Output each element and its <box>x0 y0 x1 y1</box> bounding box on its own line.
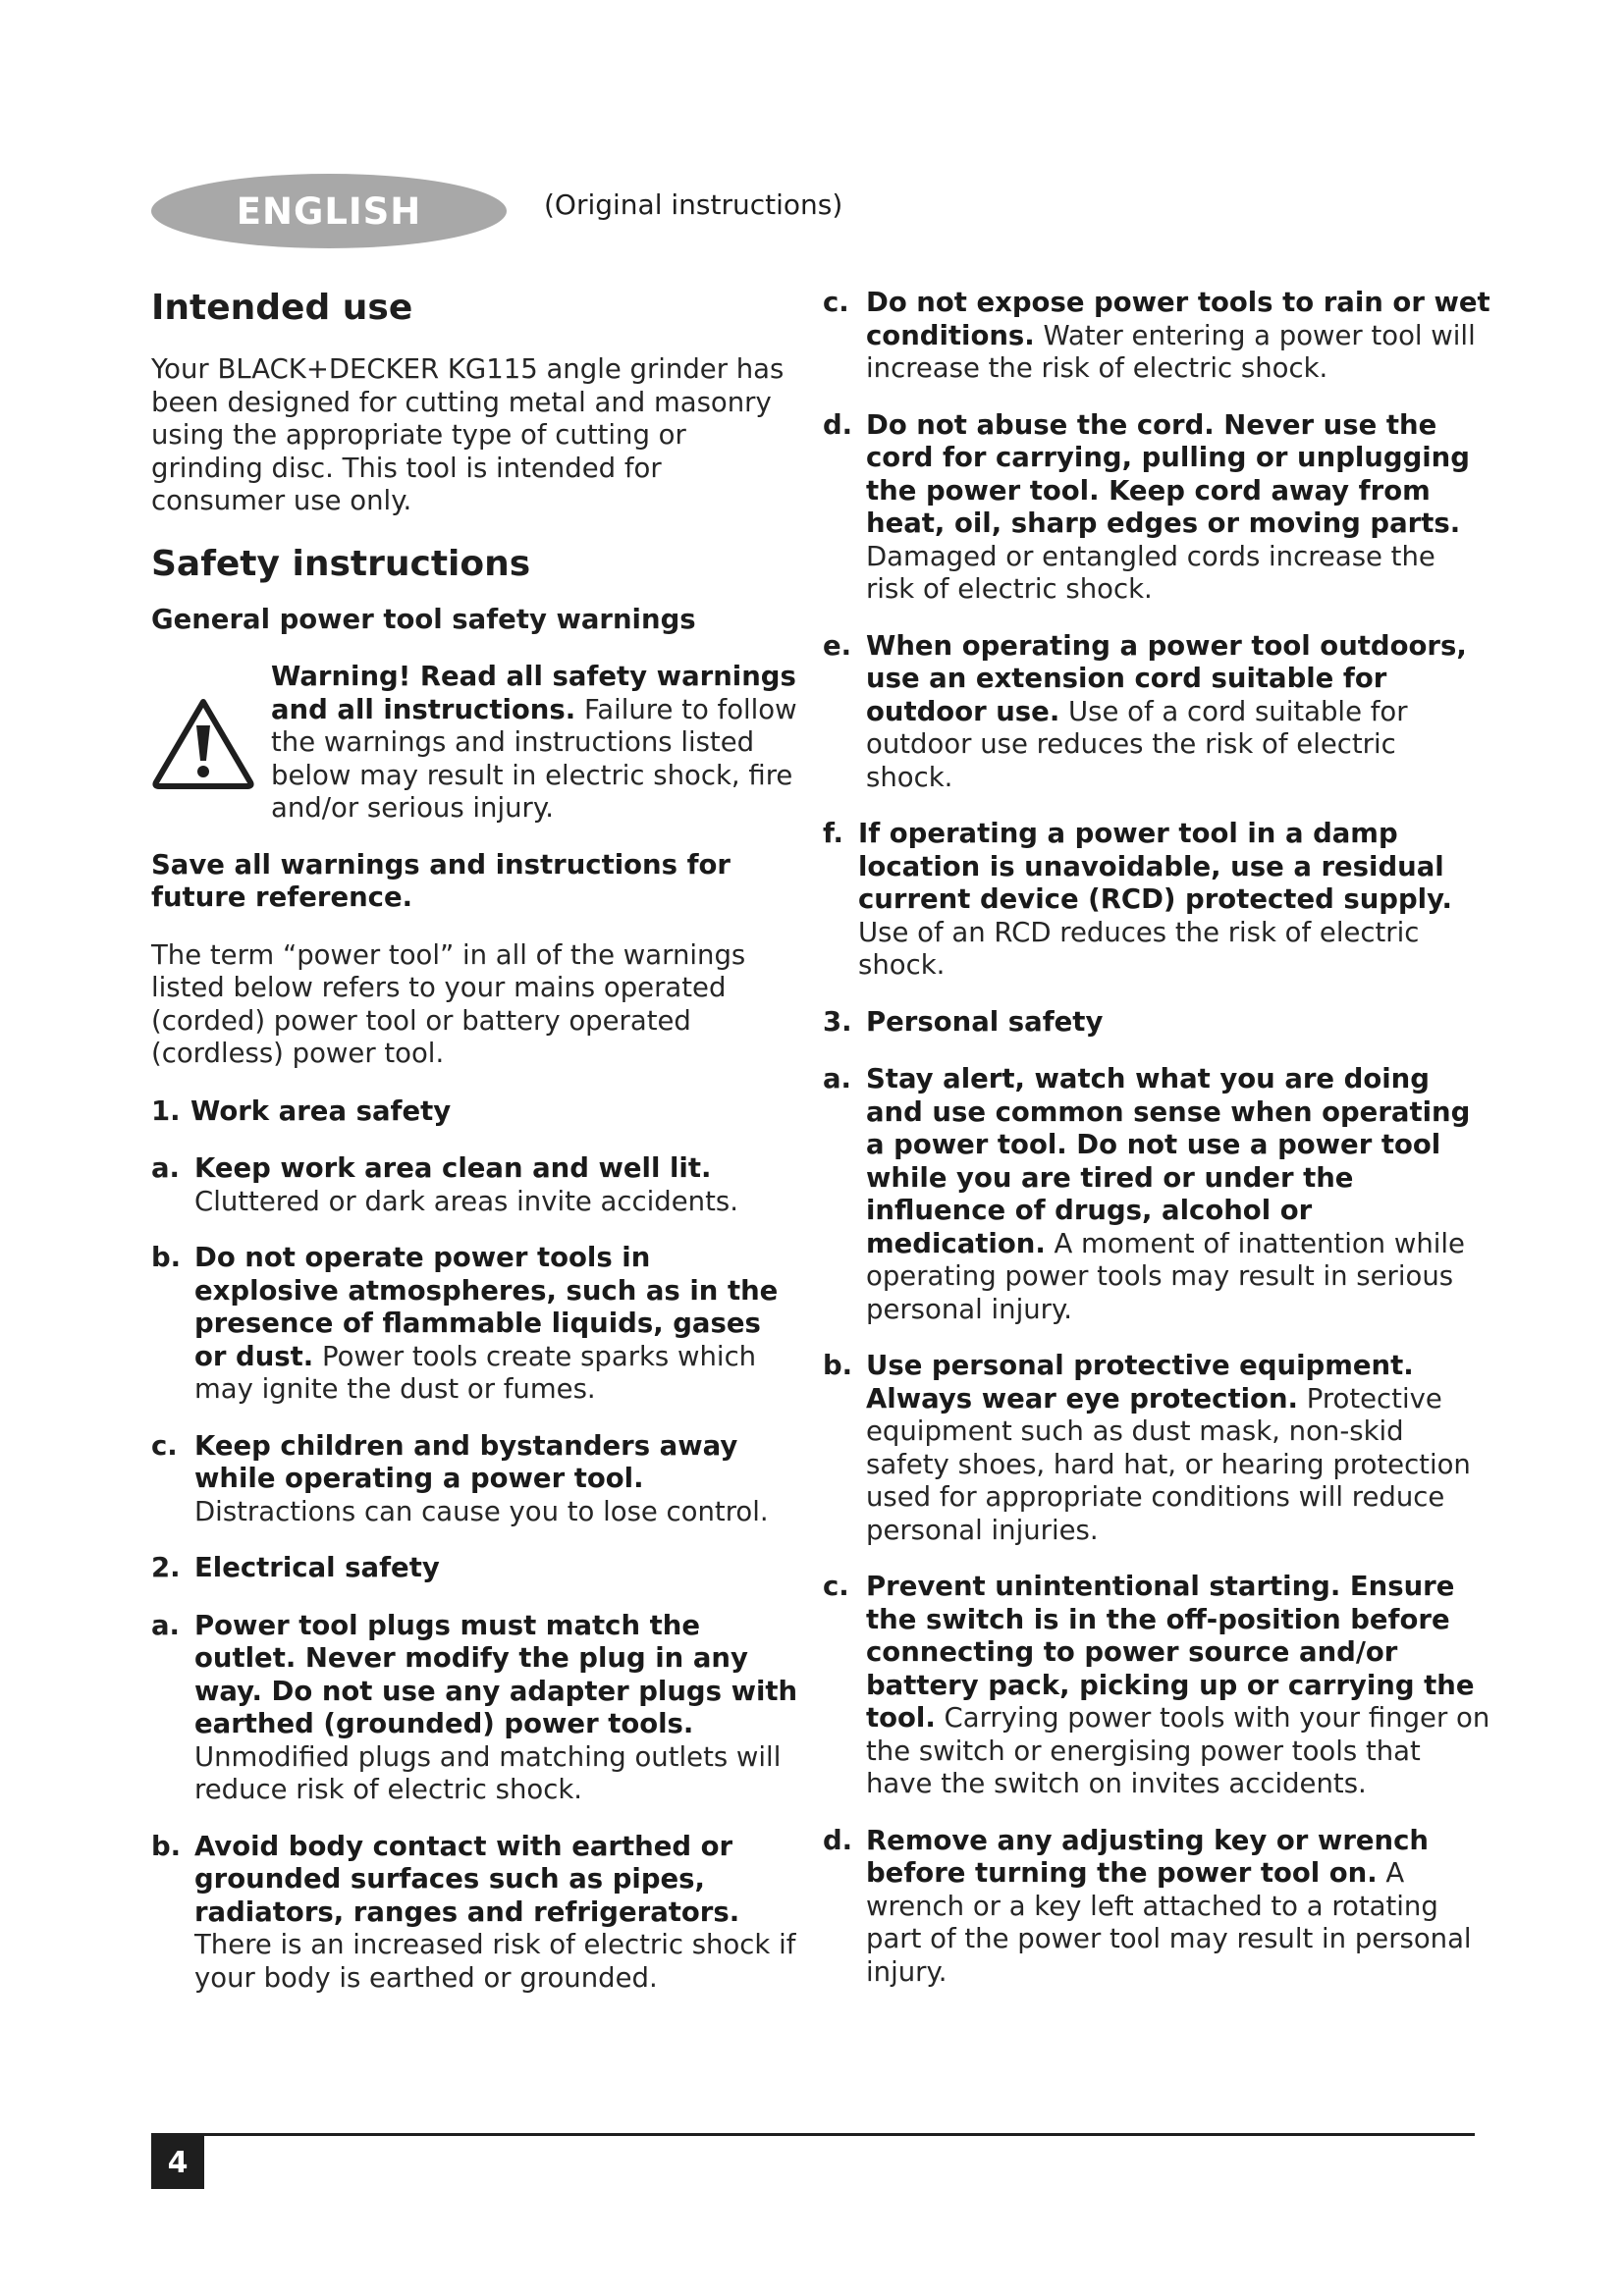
item-bold: Keep children and bystanders away while operating a power tool. <box>194 1429 738 1494</box>
item-bold: Keep work area clean and well lit. <box>194 1152 712 1184</box>
list-item <box>823 1571 1490 1801</box>
language-label: ENGLISH <box>236 189 422 233</box>
item-label: a. <box>823 1063 852 1095</box>
item-text: Use of an RCD reduces the risk of electric shock. <box>858 916 1420 981</box>
list-item <box>823 1350 1490 1547</box>
item-bold: Power tool plugs must match the outlet. Never modify the plug in any way. Do not use any adapter plugs with earthed (grounded) power tools. <box>194 1609 798 1739</box>
page-number-text: 4 <box>167 2145 189 2180</box>
section-3-heading <box>823 1006 1490 1040</box>
section-2-num: 2. <box>151 1552 181 1583</box>
item-text: Carrying power tools with your finger on the switch or energising power tools that have the switch on invites accidents. <box>866 1702 1490 1799</box>
item-label: b. <box>151 1242 182 1273</box>
footer-rule <box>151 2133 1475 2136</box>
intended-use-text: Your BLACK+DECKER KG115 angle grinder has been designed for cutting metal and masonry using the appropriate type of cutting or grinding disc. This tool is intended for consumer use only. <box>151 353 785 516</box>
list-item <box>151 1430 799 1529</box>
item-label: d. <box>823 1824 853 1856</box>
section-2-heading <box>151 1552 799 1585</box>
item-label: a. <box>151 1152 181 1184</box>
item-bold: Use personal protective equipment. Always wear eye protection. <box>866 1350 1414 1415</box>
section-1-num: 1. <box>151 1095 181 1127</box>
item-label: b. <box>823 1350 853 1381</box>
original-instructions-note: (Original instructions) <box>544 188 843 221</box>
power-tool-term: The term “power tool” in all of the warnings listed below refers to your mains operated (corded) power tool or battery operated (cordless) power tool. <box>151 938 746 1069</box>
list-item <box>151 1152 799 1218</box>
warning-detail: Failure to follow the warnings and instructions listed below may result in electric shock, fire and/or serious injury. <box>271 693 797 824</box>
right-column <box>823 287 1490 2012</box>
item-text: Cluttered or dark areas invite accidents. <box>194 1185 738 1217</box>
item-label: e. <box>823 629 852 662</box>
item-bold: Do not expose power tools to rain or wet conditions. <box>866 287 1490 351</box>
item-bold: Stay alert, watch what you are doing and use common sense when operating a power tool. Do not use a power tool while you are tired or under the influence of drugs, alcohol or medication. <box>866 1063 1471 1259</box>
list-item <box>823 818 1490 983</box>
item-bold: Avoid body contact with earthed or grounded surfaces such as pipes, radiators, ranges and refrigerators. <box>194 1830 740 1928</box>
section-1-title: Work area safety <box>190 1095 452 1127</box>
item-label: c. <box>823 1571 849 1602</box>
language-badge <box>151 174 507 248</box>
list-item <box>823 1063 1490 1326</box>
item-text: A moment of inattention while operating power tools may result in serious personal injury. <box>866 1227 1465 1325</box>
item-label: f. <box>823 818 843 849</box>
list-item <box>823 630 1490 795</box>
safety-instructions-title: Safety instructions <box>151 543 531 584</box>
item-bold: Do not operate power tools in explosive atmospheres, such as in the presence of flammable liquids, gases or dust. <box>194 1242 779 1372</box>
warning-block <box>151 661 799 826</box>
item-label: d. <box>823 408 853 441</box>
item-text: A wrench or a key left attached to a rotating part of the power tool may result in personal injury. <box>866 1857 1472 1988</box>
list-item <box>151 1831 799 1996</box>
left-column <box>151 287 799 2018</box>
item-text: Use of a cord suitable for outdoor use reduces the risk of electric shock. <box>866 695 1408 793</box>
list-item <box>823 1825 1490 1990</box>
item-text: Unmodified plugs and matching outlets will reduce risk of electric shock. <box>194 1740 782 1805</box>
list-item <box>151 1242 799 1407</box>
item-text: Distractions can cause you to lose control. <box>194 1495 769 1527</box>
item-label: a. <box>151 1609 181 1641</box>
section-3-num: 3. <box>823 1005 852 1038</box>
item-text: There is an increased risk of electric shock if your body is earthed or grounded. <box>194 1929 796 1994</box>
item-text: Power tools create sparks which may ignite the dust or fumes. <box>194 1340 757 1405</box>
save-instructions: Save all warnings and instructions for future reference. <box>151 848 731 913</box>
list-item <box>823 409 1490 607</box>
item-bold: When operating a power tool outdoors, use an extension cord suitable for outdoor use. <box>866 629 1467 727</box>
item-label: c. <box>823 287 849 318</box>
item-label: b. <box>151 1830 182 1862</box>
warning-bold: Warning! Read all safety warnings and all instructions. <box>271 661 796 725</box>
general-warnings-heading: General power tool safety warnings <box>151 603 696 635</box>
warning-text <box>271 661 799 826</box>
item-label: c. <box>151 1429 178 1462</box>
page-number <box>151 2136 204 2189</box>
item-text: Protective equipment such as dust mask, non-skid safety shoes, hard hat, or hearing protection used for appropriate conditions will reduce personal injuries. <box>866 1382 1471 1546</box>
section-3-title: Personal safety <box>866 1005 1104 1038</box>
item-text: Water entering a power tool will increase the risk of electric shock. <box>866 319 1476 384</box>
list-item <box>151 1610 799 1807</box>
list-item <box>823 287 1490 386</box>
item-text: Damaged or entangled cords increase the risk of electric shock. <box>866 540 1435 605</box>
intended-use-title: Intended use <box>151 288 413 328</box>
section-1-heading <box>151 1095 799 1129</box>
item-bold: Remove any adjusting key or wrench before turning the power tool on. <box>866 1824 1429 1889</box>
section-2-title: Electrical safety <box>194 1552 440 1583</box>
item-bold: Do not abuse the cord. Never use the cord for carrying, pulling or unplugging the power tool. Keep cord away from heat, oil, sharp edges or moving parts. <box>866 408 1470 539</box>
item-bold: Prevent unintentional starting. Ensure the switch is in the off-position before connecting to power source and/or battery pack, picking up or carrying the tool. <box>866 1571 1475 1734</box>
warning-triangle-icon <box>151 696 255 790</box>
item-bold: If operating a power tool in a damp location is unavoidable, use a residual current device (RCD) protected supply. <box>858 818 1452 915</box>
